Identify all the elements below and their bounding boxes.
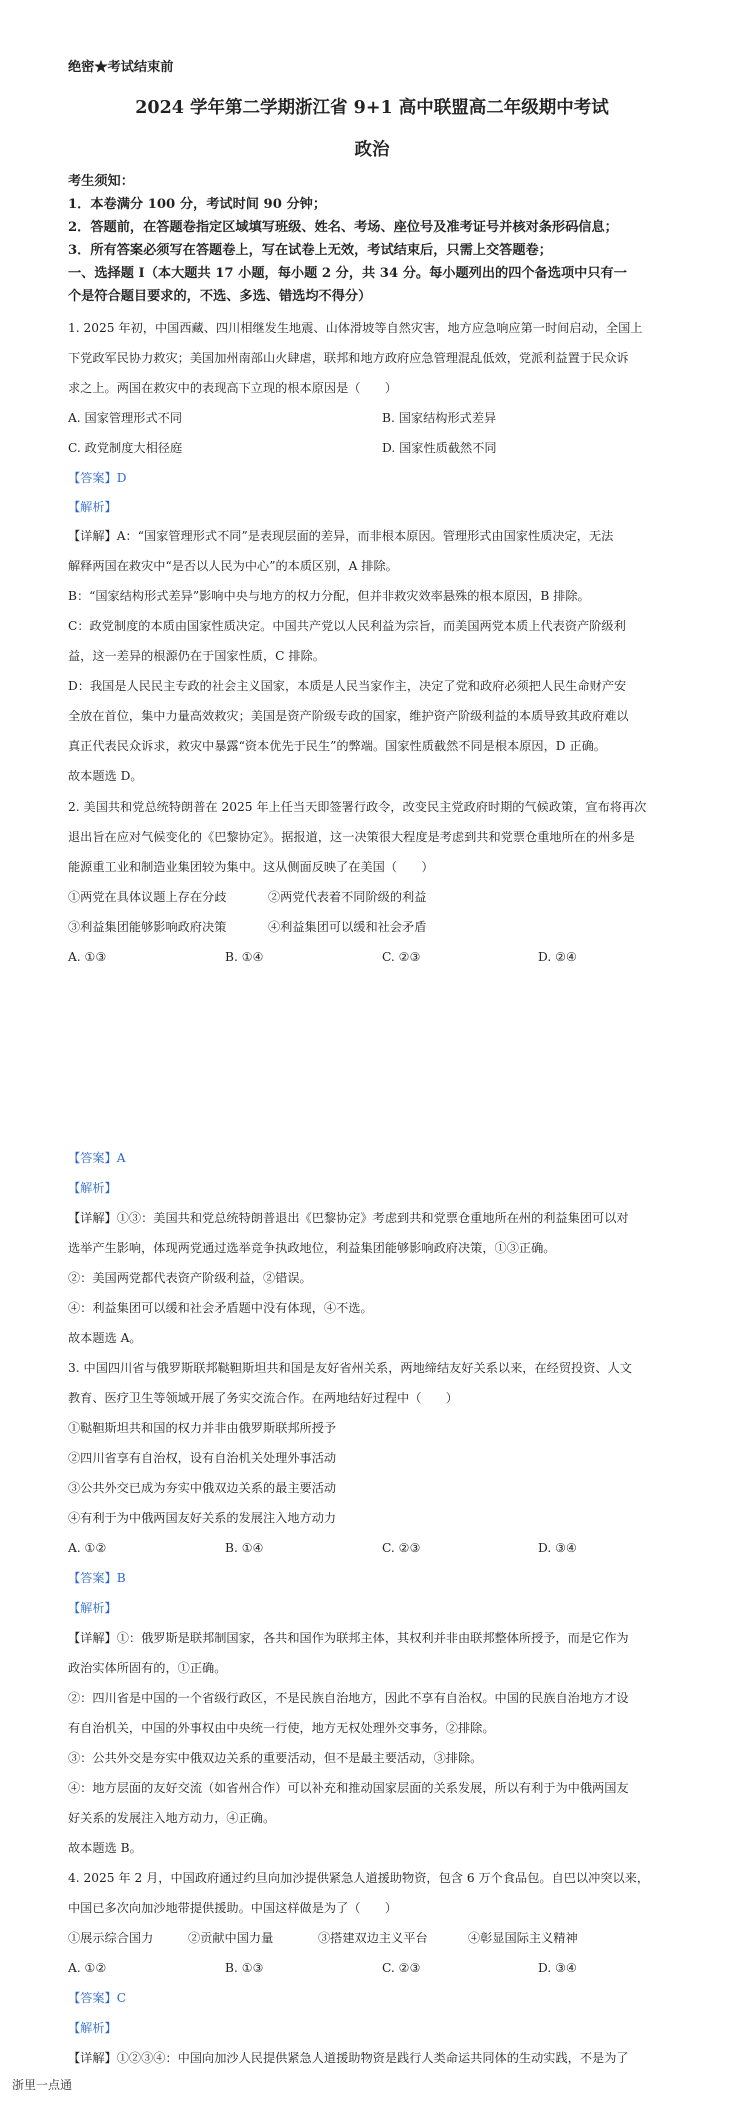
q1-option-c: C. 政党制度大相径庭 — [68, 441, 183, 455]
q3-choice-1: ①鞑靼斯坦共和国的权力并非由俄罗斯联邦所授予 — [68, 1421, 337, 1435]
q2-detail-2: 选举产生影响，体现两党通过选举竞争执政地位，利益集团能够影响政府决策，①③正确。 — [68, 1241, 556, 1255]
q4-choice-3: ③搭建双边主义平台 — [318, 1931, 428, 1945]
section-heading-2: 个是符合题目要求的，不选、多选、错选均不得分） — [68, 289, 372, 304]
q1-detail-2: 解释两国在救灾中“是否以人民为中心”的本质区别，A 排除。 — [68, 559, 398, 573]
q2-choice-3: ③利益集团能够影响政府决策 — [68, 920, 227, 934]
q1-detail-6: D：我国是人民民主专政的社会主义国家，本质是人民当家作主，决定了党和政府必须把人民生命财产安 — [68, 679, 627, 693]
q3-detail-6: ④：地方层面的友好交流（如省州合作）可以补充和推动国家层面的关系发展，所以有利于为中俄两国友 — [68, 1781, 629, 1795]
q3-detail-1: 【详解】①：俄罗斯是联邦制国家，各共和国作为联邦主体，其权利并非由联邦整体所授予，而是它作为 — [68, 1631, 629, 1645]
q3-choice-4: ④有利于为中俄两国友好关系的发展注入地方动力 — [68, 1511, 337, 1525]
q2-choice-2: ②两党代表着不同阶级的利益 — [268, 890, 427, 904]
q2-choice-1: ①两党在具体议题上存在分歧 — [68, 890, 227, 904]
q3-detail-5: ③：公共外交是夯实中俄双边关系的重要活动，但不是最主要活动，③排除。 — [68, 1751, 483, 1765]
notice-item-3: 3．所有答案必须写在答题卷上，写在试卷上无效，考试结束后，只需上交答题卷； — [68, 243, 552, 258]
q3-stem-2: 教育、医疗卫生等领域开展了务实交流合作。在两地结好过程中（ ） — [68, 1391, 458, 1405]
q1-detail-1: 【详解】A：“国家管理形式不同”是表现层面的差异，而非根本原因。管理形式由国家性质决定，无法 — [68, 529, 614, 543]
q1-stem-2: 下党政军民协力救灾；美国加州南部山火肆虐，联邦和地方政府应急管理混乱低效，党派利益置于民众诉 — [68, 351, 629, 365]
q2-stem-2: 退出旨在应对气候变化的《巴黎协定》。据报道，这一决策很大程度是考虑到共和党票仓重地所在的州多是 — [68, 830, 635, 844]
q2-stem-1: 2. 美国共和党总统特朗普在 2025 年上任当天即签署行政令，改变民主党政府时期的气候政策，宣布将再次 — [68, 800, 647, 814]
q3-option-a: A. ①② — [68, 1541, 107, 1555]
notice-item-1: 1．本卷满分 100 分，考试时间 90 分钟； — [68, 197, 327, 212]
q3-detail-7: 好关系的发展注入地方动力，④正确。 — [68, 1811, 276, 1825]
q1-detail-8: 真正代表民众诉求，救灾中暴露“资本优先于民生”的弊端。国家性质截然不同是根本原因，D 正确。 — [68, 739, 606, 753]
q2-analysis-label: 【解析】 — [68, 1181, 117, 1195]
q2-detail-3: ②：美国两党都代表资产阶级利益，②错误。 — [68, 1271, 312, 1285]
q2-option-b: B. ①④ — [225, 950, 264, 964]
q1-option-d: D. 国家性质截然不同 — [382, 441, 497, 455]
q4-choice-2: ②贡献中国力量 — [188, 1931, 274, 1945]
q4-option-c: C. ②③ — [382, 1961, 421, 1975]
q2-choice-4: ④利益集团可以缓和社会矛盾 — [268, 920, 427, 934]
q4-stem-2: 中国已多次向加沙地带提供援助。中国这样做是为了（ ） — [68, 1901, 398, 1915]
q4-choice-4: ④彰显国际主义精神 — [468, 1931, 578, 1945]
exam-title: 2024 学年第二学期浙江省 9+1 高中联盟高二年级期中考试 — [135, 98, 609, 118]
q4-detail-1: 【详解】①②③④：中国向加沙人民提供紧急人道援助物资是践行人类命运共同体的生动实践，不是为了 — [68, 2051, 629, 2065]
q1-option-a: A. 国家管理形式不同 — [68, 411, 183, 425]
q3-option-d: D. ③④ — [538, 1541, 577, 1555]
q2-detail-1: 【详解】①③：美国共和党总统特朗普退出《巴黎协定》考虑到共和党票仓重地所在州的利益集团可以对 — [68, 1211, 629, 1225]
q1-detail-3: B：“国家结构形式差异”影响中央与地方的权力分配，但并非救灾效率悬殊的根本原因，B 排除。 — [68, 589, 590, 603]
q2-option-d: D. ②④ — [538, 950, 577, 964]
q3-choice-2: ②四川省享有自治权，设有自治机关处理外事活动 — [68, 1451, 337, 1465]
exam-subject: 政治 — [354, 140, 390, 160]
q3-detail-3: ②：四川省是中国的一个省级行政区，不是民族自治地方，因此不享有自治权。中国的民族自治地方才设 — [68, 1691, 629, 1705]
q1-analysis-label: 【解析】 — [68, 500, 117, 514]
q4-option-d: D. ③④ — [538, 1961, 577, 1975]
q1-detail-4: C：政党制度的本质由国家性质决定。中国共产党以人民利益为宗旨，而美国两党本质上代表资产阶级利 — [68, 619, 626, 633]
q2-option-a: A. ①③ — [68, 950, 107, 964]
q3-answer: 【答案】B — [68, 1571, 126, 1585]
q4-stem-1: 4. 2025 年 2 月，中国政府通过约旦向加沙提供紧急人道援助物资，包含 6 万个食品包。自巴以冲突以来， — [68, 1871, 650, 1885]
notice-item-2: 2．答题前，在答题卷指定区域填写班级、姓名、考场、座位号及准考证号并核对条形码信息； — [68, 220, 618, 235]
q4-option-b: B. ①③ — [225, 1961, 264, 1975]
notice-heading: 考生须知： — [68, 174, 134, 189]
q1-option-b: B. 国家结构形式差异 — [382, 411, 497, 425]
q3-detail-2: 政治实体所固有的，①正确。 — [68, 1661, 227, 1675]
q4-option-a: A. ①② — [68, 1961, 107, 1975]
q4-analysis-label: 【解析】 — [68, 2021, 117, 2035]
q3-option-c: C. ②③ — [382, 1541, 421, 1555]
q3-detail-8: 故本题选 B。 — [68, 1841, 142, 1855]
q4-choice-1: ①展示综合国力 — [68, 1931, 154, 1945]
q1-stem-3: 求之上。两国在救灾中的表现高下立现的根本原因是（ ） — [68, 381, 398, 395]
q2-option-c: C. ②③ — [382, 950, 421, 964]
q1-detail-5: 益，这一差异的根源仍在于国家性质，C 排除。 — [68, 649, 325, 663]
q2-stem-3: 能源重工业和制造业集团较为集中。这从侧面反映了在美国（ ） — [68, 860, 434, 874]
q3-choice-3: ③公共外交已成为夯实中俄双边关系的最主要活动 — [68, 1481, 337, 1495]
q3-option-b: B. ①④ — [225, 1541, 264, 1555]
q1-stem-1: 1. 2025 年初，中国西藏、四川相继发生地震、山体滑坡等自然灾害，地方应急响应第一时间启动，全国上 — [68, 321, 643, 335]
section-heading-1: 一、选择题 I（本大题共 17 小题，每小题 2 分，共 34 分。每小题列出的四个备选项中只有一 — [68, 266, 627, 281]
q2-detail-4: ④：利益集团可以缓和社会矛盾题中没有体现，④不选。 — [68, 1301, 373, 1315]
q3-detail-4: 有自治机关，中国的外事权由中央统一行使，地方无权处理外交事务，②排除。 — [68, 1721, 495, 1735]
q3-stem-1: 3. 中国四川省与俄罗斯联邦鞑靼斯坦共和国是友好省州关系，两地缔结友好关系以来，在经贸投资、人文 — [68, 1361, 632, 1375]
q4-answer: 【答案】C — [68, 1991, 127, 2005]
q1-answer: 【答案】D — [68, 471, 127, 485]
footer-watermark: 浙里一点通 — [12, 2078, 73, 2092]
q2-detail-5: 故本题选 A。 — [68, 1331, 142, 1345]
secret-label: 绝密★考试结束前 — [68, 60, 174, 75]
q3-analysis-label: 【解析】 — [68, 1601, 117, 1615]
q1-detail-9: 故本题选 D。 — [68, 769, 143, 783]
q1-detail-7: 全放在首位，集中力量高效救灾；美国是资产阶级专政的国家，维护资产阶级利益的本质导致其政府难以 — [68, 709, 629, 723]
q2-answer: 【答案】A — [68, 1151, 126, 1165]
